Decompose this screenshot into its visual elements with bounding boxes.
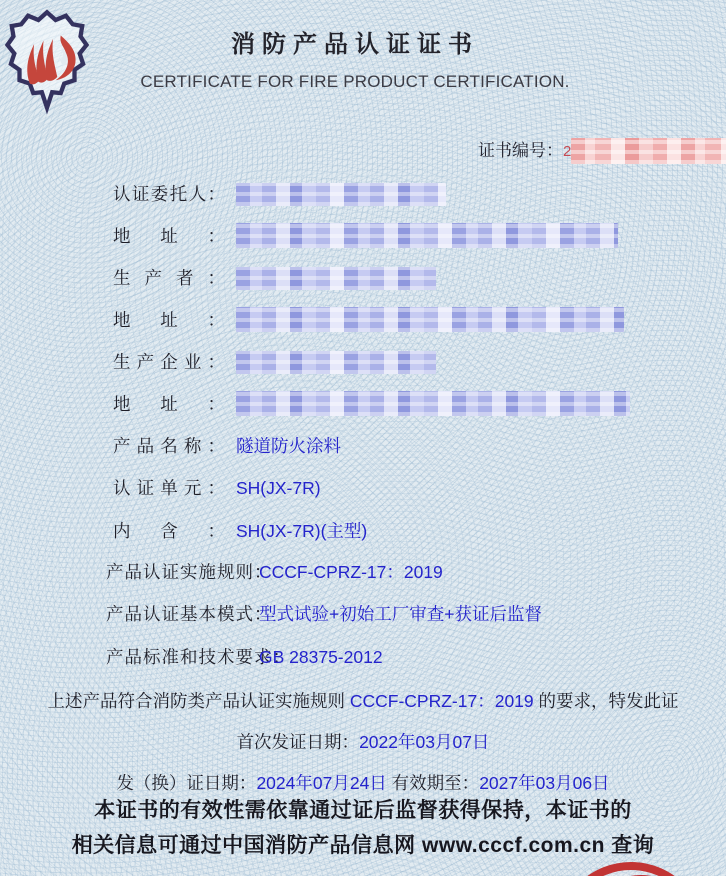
reissue-date: 2024年07月24日 xyxy=(256,773,387,793)
redacted-value xyxy=(236,183,446,206)
validity-notice-line2: 相关信息可通过中国消防产品信息网 www.cccf.com.cn 查询 xyxy=(71,834,655,857)
certificate-number-row xyxy=(478,136,726,164)
field-row-applicant-address xyxy=(113,223,618,248)
field-row-manufacturer xyxy=(113,349,436,374)
redacted-value xyxy=(236,267,436,290)
field-row-product-standard xyxy=(106,644,383,669)
field-value: 隧道防火涂料 xyxy=(236,436,341,456)
validity-notice-line1: 本证书的有效性需依靠通过证后监督获得保持，本证书的 xyxy=(94,799,632,822)
field-label: 生产企业： xyxy=(113,352,225,372)
conformity-statement xyxy=(0,688,726,713)
field-value: CCCF-CPRZ-17：2019 xyxy=(259,562,443,582)
field-label: 产品名称： xyxy=(113,436,225,456)
field-value: SH(JX-7R) xyxy=(236,478,321,498)
field-value: SH(JX-7R)(主型) xyxy=(236,521,368,541)
field-label: 认证委托人： xyxy=(113,184,225,204)
redacted-value xyxy=(236,307,624,332)
field-value: 型式试验+初始工厂审查+获证后监督 xyxy=(259,604,542,624)
certificate-number-label: 证书编号： xyxy=(478,141,563,160)
redacted-value xyxy=(236,223,618,248)
field-row-applicant xyxy=(113,181,446,206)
certificate-number-redacted xyxy=(571,138,726,164)
field-row-certification-mode xyxy=(106,601,542,626)
field-label: 产品认证基本模式： xyxy=(106,604,273,624)
valid-until-date: 2027年03月06日 xyxy=(479,773,610,793)
statement-post: 的要求，特发此证 xyxy=(533,691,679,711)
field-label: 地址： xyxy=(113,394,225,414)
certificate-subtitle-en: CERTIFICATE FOR FIRE PRODUCT CERTIFICATION. xyxy=(140,72,570,91)
statement-rule-code: CCCF-CPRZ-17：2019 xyxy=(349,691,534,711)
field-label: 产品认证实施规则： xyxy=(106,562,273,582)
field-row-producer-address xyxy=(113,307,624,332)
red-seal-icon xyxy=(556,862,706,876)
field-row-manufacturer-address xyxy=(113,391,630,416)
field-label: 地址： xyxy=(113,226,225,246)
field-label: 产品标准和技术要求： xyxy=(106,647,291,667)
field-row-producer xyxy=(113,265,436,290)
first-issue-date-row xyxy=(0,729,726,754)
reissue-label: 发（换）证日期： xyxy=(116,773,257,793)
field-row-included-models xyxy=(113,518,367,543)
certificate-title: 消防产品认证证书 xyxy=(231,32,479,58)
field-row-implementation-rule xyxy=(106,559,443,584)
statement-pre: 上述产品符合消防类产品认证实施规则 xyxy=(47,691,350,711)
field-label: 内含： xyxy=(113,521,225,541)
certificate-number-prefix: 2 xyxy=(563,143,572,160)
redacted-value xyxy=(236,391,630,416)
redacted-value xyxy=(236,351,436,374)
field-row-certification-unit xyxy=(113,475,321,500)
valid-until-label: 有效期至： xyxy=(386,773,480,793)
field-label: 地址： xyxy=(113,310,225,330)
certificate-header xyxy=(0,24,710,92)
field-row-product-name xyxy=(113,433,341,458)
first-issue-label: 首次发证日期： xyxy=(236,732,360,752)
field-label: 生产者： xyxy=(113,268,225,288)
reissue-date-row xyxy=(0,770,726,795)
field-label: 认证单元： xyxy=(113,478,225,498)
field-value: GB 28375-2012 xyxy=(259,647,383,667)
first-issue-date: 2022年03月07日 xyxy=(359,732,490,752)
